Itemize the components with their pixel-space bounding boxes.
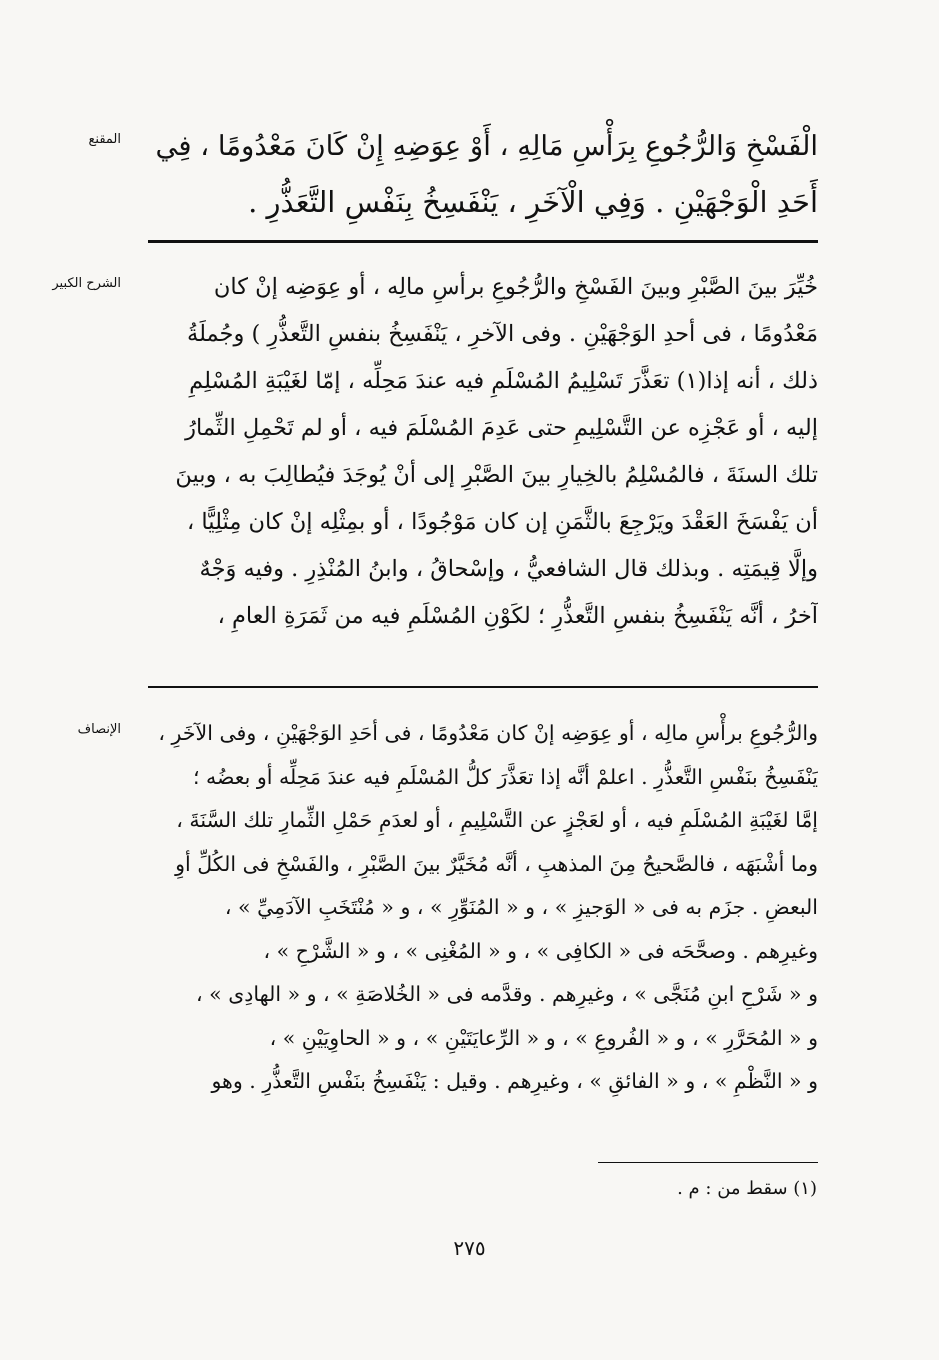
sharh-line: أن يَفْسَخَ العَقْدَ ويَرْجِعَ بالثَّمَنِ إن كان مَوْجُودًا ، أو بمِثْلِه إنْ كان مِثْلِيًّا ، <box>187 509 818 535</box>
section-label-insaf: الإنصاف <box>77 722 121 737</box>
sharh-text-block <box>148 264 818 640</box>
section-label-sharh: الشرح الكبير <box>52 276 121 291</box>
insaf-line: و « المُحَرَّرِ » ، و « الفُروعِ » ، و « الرِّعايَتَيْنِ » ، و « الحاوِيَيْنِ » ، <box>269 1025 818 1050</box>
insaf-line: وما أشْبَهَه ، فالصَّحيحُ مِنَ المذهبِ ، أنَّه مُخَيَّرٌ بينَ الصَّبْرِ ، والفَسْخِ فى الكُلِّ أوِ <box>175 851 818 876</box>
sharh-line: خُيِّرَ بينَ الصَّبْرِ وبينَ الفَسْخِ والرُّجُوعِ برأسِ مالِه ، أو عِوَضِه إنْ كان <box>213 274 818 300</box>
section-divider-thin <box>148 686 818 688</box>
insaf-line: وغيرِهم . وصحَّحَه فى « الكافِى » ، و « المُغْنِى » ، و « الشَّرْحِ » ، <box>263 938 818 963</box>
insaf-line: والرُّجُوعِ برأْسِ مالِه ، أو عِوَضِه إنْ كان مَعْدُومًا ، فى أحَدِ الوَجْهَيْنِ ، وفى الآخَرِ ، <box>158 721 818 745</box>
insaf-line: البعضِ . جزَم به فى « الوَجيزِ » ، و « المُنَوِّرِ » ، و « مُنْتَخَبِ الآدَمِيِّ » ، <box>224 895 818 919</box>
insaf-text-block <box>148 712 818 1104</box>
sharh-line: آخرُ ، أنَّه يَنْفَسِخُ بنفسِ التَّعذُّرِ ؛ لكَوْنِ المُسْلَمِ فيه من ثَمَرَةِ العامِ ، <box>217 603 818 629</box>
sharh-line: ذلك ، أنه إذا(١) تعَذَّرَ تَسْلِيمُ المُسْلَمِ فيه عندَ مَحِلِّه ، إمّا لغَيْبَةِ المُسْلِمِ <box>189 368 818 394</box>
muqni-line: أَحَدِ الْوَجْهَيْنِ . وَفِي الْآخَرِ ، يَنْفَسِخُ بِنَفْسِ التَّعَذُّرِ . <box>248 185 818 219</box>
muqni-text-block <box>148 118 818 230</box>
insaf-line: يَنْفَسِخُ بنَفْسِ التَّعذُّرِ . اعلمْ أنَّه إذا تعَذَّرَ كلُّ المُسْلَمِ فيه عندَ مَحِلِّه أو بعضُه ؛ <box>192 764 818 789</box>
page-number: ٢٧٥ <box>453 1236 486 1260</box>
sharh-line: إليه ، أو عَجْزِه عن التَّسْلِيمِ حتى عَدِمَ المُسْلَمَ فيه ، أو لم تَحْمِلِ الثِّمارُ <box>185 415 818 441</box>
section-divider-thick <box>148 240 818 243</box>
muqni-line: الْفَسْخِ وَالرُّجُوعِ بِرَأْسِ مَالِهِ ، أَوْ عِوَضِهِ إِنْ كَانَ مَعْدُومًا ، فِي <box>155 130 818 162</box>
sharh-line: مَعْدُومًا ، فى أحدِ الوَجْهَيْنِ . وفى الآخرِ ، يَنْفَسِخُ بنفسِ التَّعذُّرِ ) وجُملَةُ <box>187 321 818 347</box>
sharh-line: تلك السنَةَ ، فالمُسْلِمُ بالخِيارِ بينَ الصَّبْرِ إلى أنْ يُوجَدَ فيُطالِبَ به ، وبينَ <box>175 462 818 488</box>
footnote-divider <box>598 1162 818 1163</box>
footnote: (١) سقط من : م . <box>677 1178 817 1199</box>
sharh-line: وإلَّا قِيمَتِه . وبذلك قال الشافعيُّ ، وإسْحاقُ ، وابنُ المُنْذِرِ . وفيه وَجْهٌ <box>199 556 818 582</box>
section-label-muqni: المقنع <box>88 132 121 147</box>
insaf-line: إمَّا لغَيْبَةِ المُسْلَمِ فيه ، أو لعَجْزٍ عن التَّسْلِيمِ ، أو لعدَمِ حَمْلِ الثِّمارِ تلك السَّنَةَ ، <box>176 808 818 832</box>
insaf-line: و « النَّظْمِ » ، و « الفائقِ » ، وغيرِهم . وقيل : يَنْفَسِخُ بنَفْسِ التَّعذُّرِ . وهو <box>211 1069 818 1093</box>
insaf-line: و « شَرْحِ ابنِ مُنَجَّى » ، وغيرِهم . وقدَّمه فى « الخُلاصَةِ » ، و « الهادِى » ، <box>196 982 818 1006</box>
